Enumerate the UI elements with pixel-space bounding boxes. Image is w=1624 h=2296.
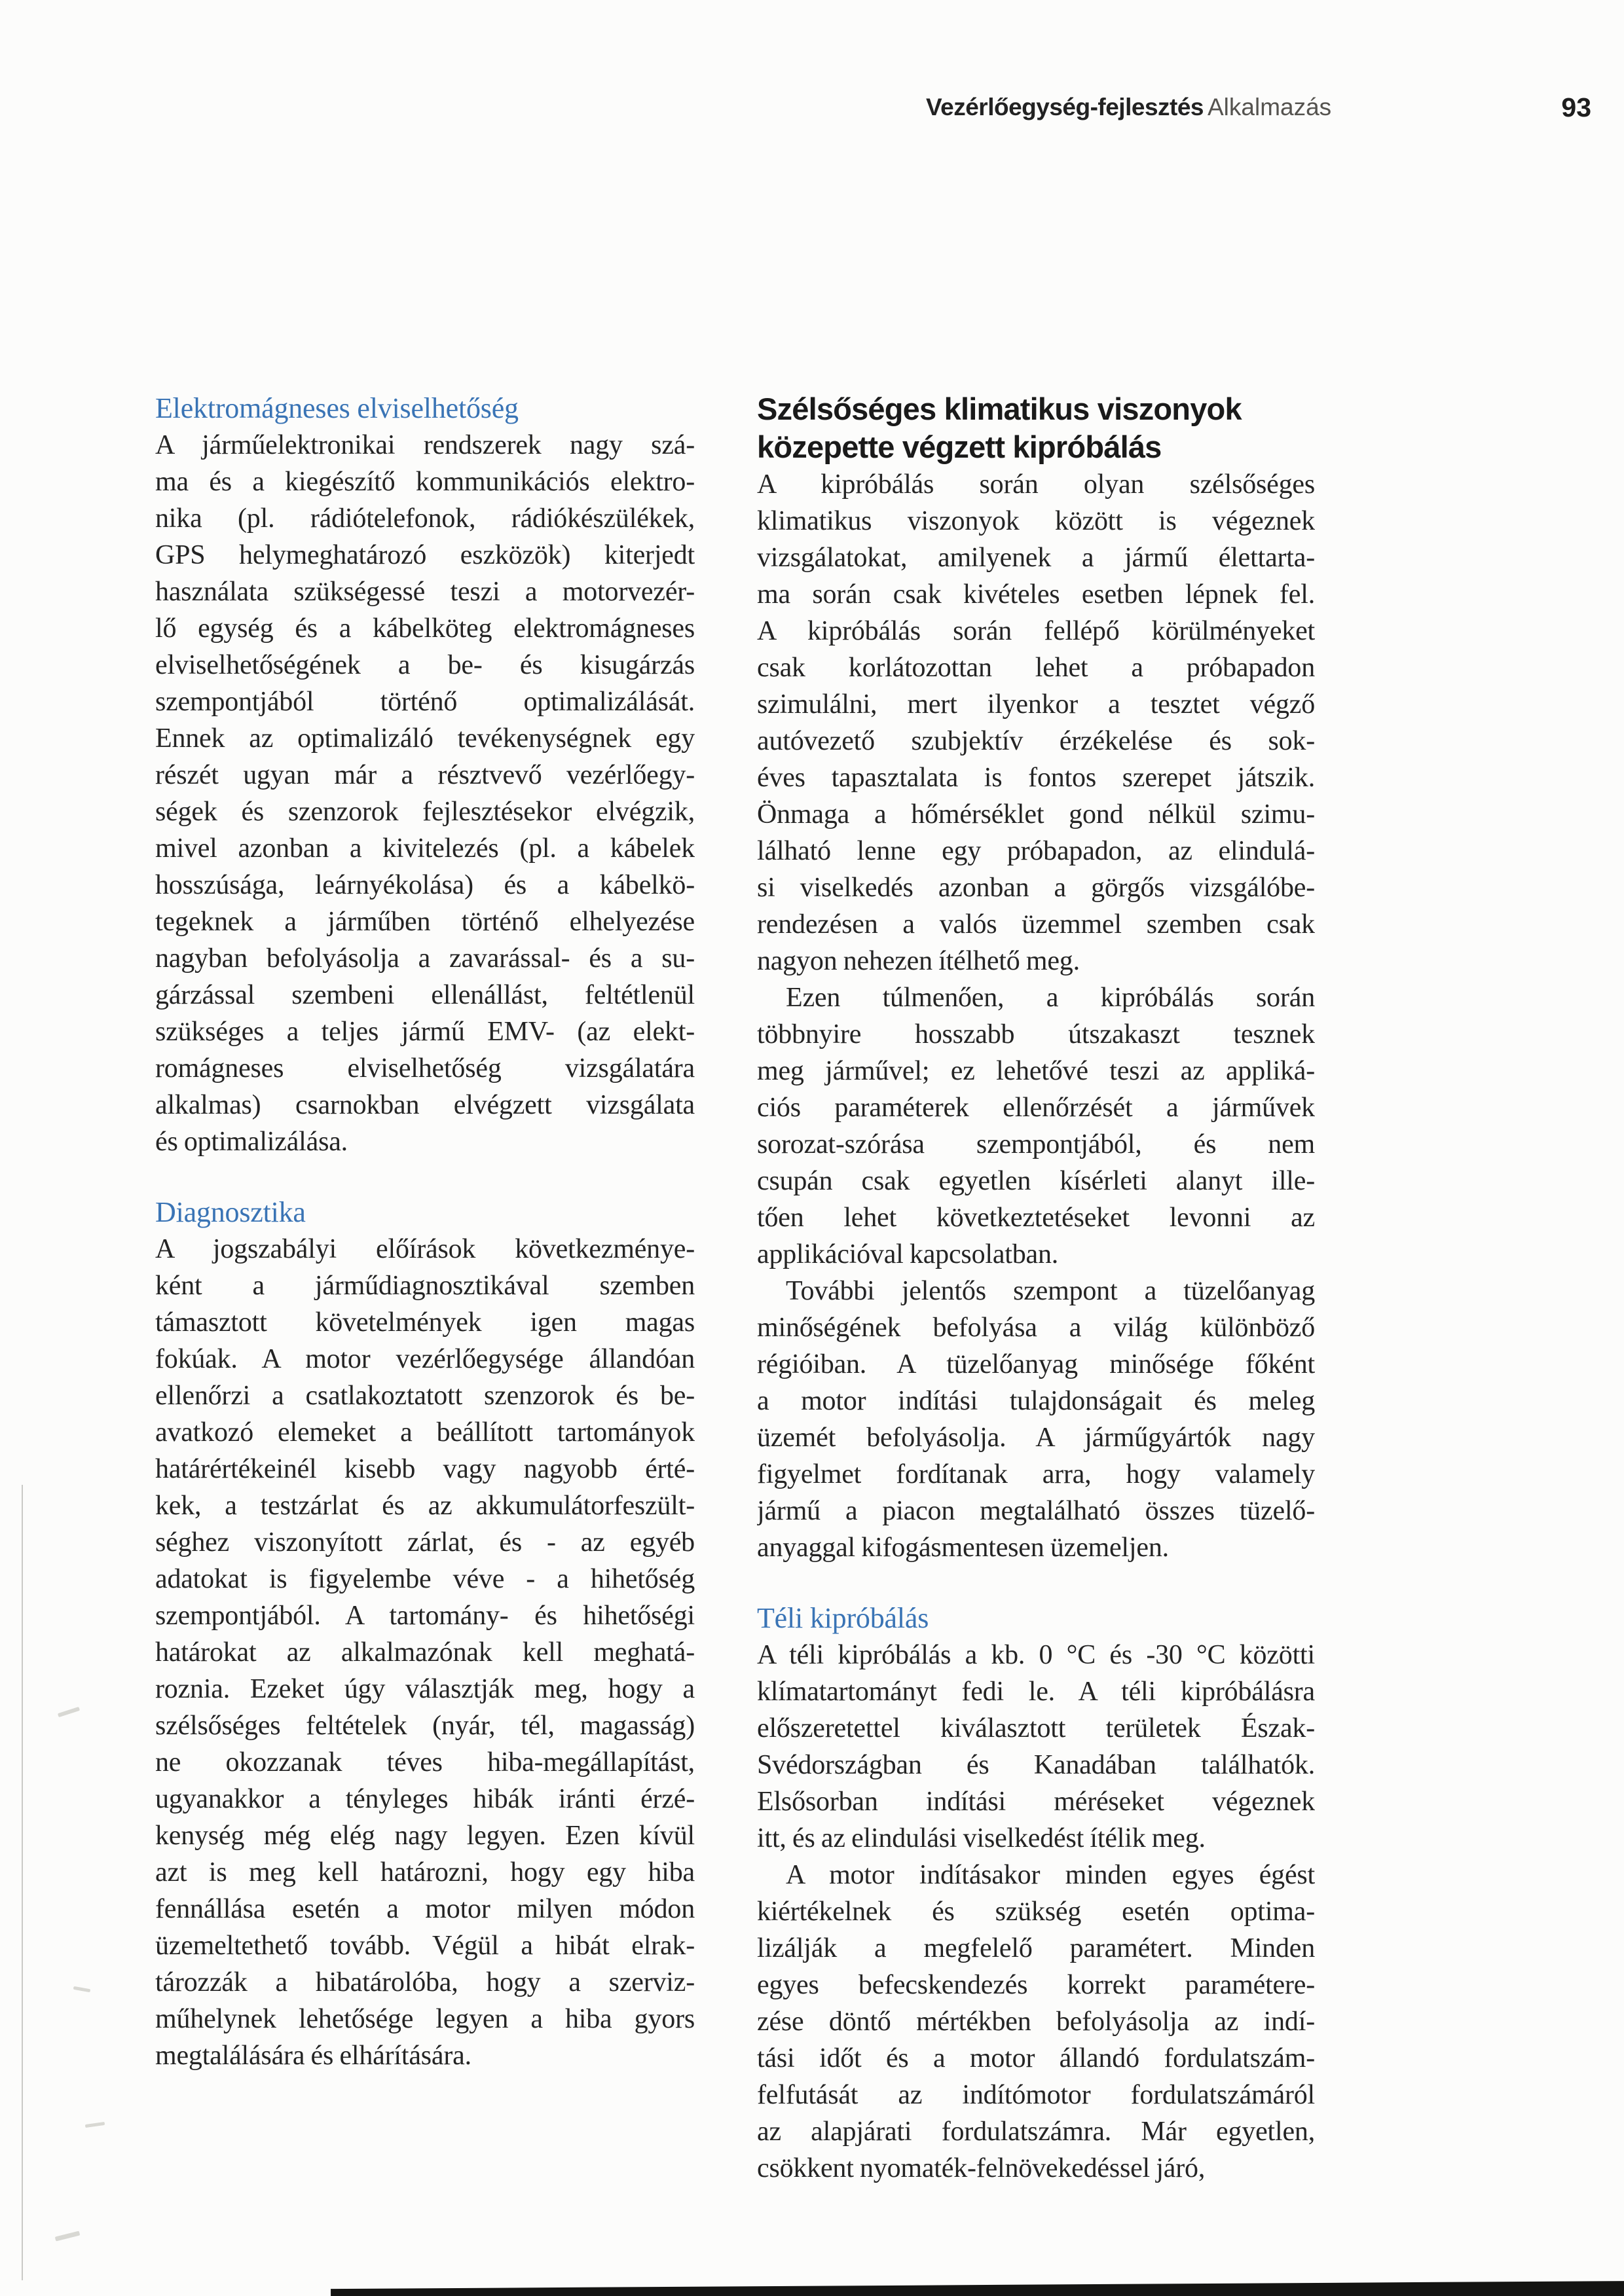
text-line: A járműelektronikai rendszerek nagy szá- [155, 430, 695, 460]
text-line: szükséges a teljes jármű EMV- (az elekt- [155, 1017, 695, 1047]
text-line: anyaggal kifogásmentesen üzemeljen. [757, 1533, 1169, 1563]
text-line: gárzással szembeni ellenállást, feltétlenül [155, 980, 695, 1010]
section-heading: Diagnosztika [155, 1196, 306, 1228]
text-line: tően lehet következtetéseket levonni az [757, 1203, 1315, 1233]
text-line: éves tapasztalata is fontos szerepet játszik. [757, 763, 1315, 793]
text-line: tási időt és a motor állandó fordulatszám- [757, 2043, 1315, 2073]
text-line: autóvezető szubjektív érzékelése és sok- [757, 726, 1315, 756]
text-line: csupán csak egyetlen kísérleti alanyt ille- [757, 1166, 1315, 1196]
text-line: elviselhetőségének a be- és kisugárzás [155, 650, 695, 680]
scan-smudge [58, 1707, 80, 1717]
text-line: roznia. Ezeket úgy választják meg, hogy a [155, 1674, 695, 1704]
paragraph [757, 466, 1315, 1566]
text-line: szempontjából. A tartomány- és hihetőségi [155, 1601, 695, 1631]
text-line: támasztott követelmények igen magas [155, 1307, 695, 1338]
text-line: szempontjából történő optimalizálását. [155, 687, 695, 717]
text-line: meg járművel; ez lehetővé teszi az appliká- [757, 1056, 1315, 1086]
scan-edge-bar [331, 2281, 1624, 2296]
text-line: fokúak. A motor vezérlőegysége állandóan [155, 1344, 695, 1374]
text-line: ként a járműdiagnosztikával szemben [155, 1271, 695, 1301]
text-line: itt, és az elindulási viselkedést ítélik meg. [757, 1823, 1206, 1853]
text-line: klimatikus viszonyok között is végeznek [757, 506, 1315, 536]
paragraph [155, 427, 695, 1160]
text-line: ellenőrzi a csatlakoztatott szenzorok és be- [155, 1381, 695, 1411]
text-line: kek, a testzárlat és az akkumulátorfeszült- [155, 1491, 695, 1521]
text-line: részét ugyan már a résztvevő vezérlőegy- [155, 760, 695, 790]
text-line: ma és a kiegészítő kommunikációs elektro- [155, 467, 695, 497]
text-line: azt is meg kell határozni, hogy egy hiba [155, 1857, 695, 1887]
text-line: applikációval kapcsolatban. [757, 1239, 1059, 1269]
text-line: Ezen túlmenően, a kipróbálás során [786, 983, 1315, 1013]
text-line: Elsősorban indítási méréseket végeznek [757, 1787, 1315, 1817]
section-heading-line: közepette végzett kipróbálás [757, 429, 1162, 464]
text-line: kenység még elég nagy legyen. Ezen kívül [155, 1821, 695, 1851]
text-line: ma során csak kivételes esetben lépnek fel. [757, 579, 1315, 610]
text-line: séghez viszonyított zárlat, és - az egyéb [155, 1527, 695, 1558]
text-line: klímatartományt fedi le. A téli kipróbálásra [757, 1677, 1315, 1707]
text-line: si viselkedés azonban a görgős vizsgálóbe- [757, 873, 1315, 903]
section-heading: Elektromágneses elviselhetőség [155, 392, 519, 424]
text-line: A motor indításakor minden egyes égést [786, 1860, 1315, 1890]
text-line: kiértékelnek és szükség esetén optima- [757, 1897, 1315, 1927]
text-line: A jogszabályi előírások következménye- [155, 1234, 695, 1264]
text-column-right [757, 390, 1315, 2187]
text-line: nagyon nehezen ítélhető meg. [757, 946, 1080, 976]
text-line: lő egység és a kábelköteg elektromágneses [155, 613, 695, 644]
page-number: 93 [1561, 92, 1591, 122]
text-line: használata szükségessé teszi a motorvezér- [155, 577, 695, 607]
text-line: ugyanakkor a tényleges hibák iránti érzé- [155, 1784, 695, 1814]
text-line: megtalálására és elhárítására. [155, 2041, 471, 2071]
running-head-chapter: Vezérlőegység-fejlesztés [926, 94, 1204, 120]
text-line: GPS helymeghatározó eszközök) kiterjedt [155, 540, 695, 570]
text-line: rendezésen a valós üzemmel szemben csak [757, 909, 1315, 939]
text-line: figyelmet fordítanak arra, hogy valamely [757, 1459, 1315, 1489]
section-heading [757, 390, 1315, 466]
text-line: fennállása esetén a motor milyen módon [155, 1894, 695, 1924]
text-line: ciós paraméterek ellenőrzését a járművek [757, 1093, 1315, 1123]
text-line: További jelentős szempont a tüzelőanyag [786, 1276, 1315, 1306]
text-line: Svédországban és Kanadában találhatók. [757, 1750, 1315, 1780]
text-line: az alapjárati fordulatszámra. Már egyetlen, [757, 2117, 1315, 2147]
text-line: tározzák a hibatárolóba, hogy a szerviz- [155, 1967, 695, 1997]
text-line: adatokat is figyelembe véve - a hihetőség [155, 1564, 695, 1594]
text-line: régióiban. A tüzelőanyag minősége főként [757, 1349, 1315, 1379]
text-line: zése döntő mértékben befolyásolja az indí- [757, 2007, 1315, 2037]
text-line: A kipróbálás során fellépő körülményeket [757, 616, 1315, 646]
text-line: többnyire hosszabb útszakaszt tesznek [757, 1019, 1315, 1049]
text-line: nika (pl. rádiótelefonok, rádiókészülékek, [155, 503, 695, 534]
section-heading: Téli kipróbálás [757, 1602, 929, 1634]
text-column-left [155, 390, 695, 2074]
text-line: A kipróbálás során olyan szélsőséges [757, 469, 1315, 500]
text-line: mivel azonban a kivitelezés (pl. a kábelek [155, 833, 695, 864]
paragraph [155, 1231, 695, 2074]
text-line: tegeknek a járműben történő elhelyezése [155, 907, 695, 937]
text-line: Önmaga a hőmérséklet gond nélkül szimu- [757, 799, 1315, 829]
text-line: hosszúsága, leárnyékolása) és a kábelkö- [155, 870, 695, 900]
text-line: avatkozó elemeket a beállított tartományok [155, 1417, 695, 1448]
paragraph [757, 1637, 1315, 2187]
text-line: egyes befecskendezés korrekt paramétere- [757, 1970, 1315, 2000]
text-line: nagyban befolyásolja a zavarással- és a su- [155, 943, 695, 974]
text-line: lizálják a megfelelő paramétert. Minden [757, 1933, 1315, 1963]
running-head-section: Alkalmazás [1208, 94, 1332, 120]
text-line: vizsgálatokat, amilyenek a jármű élettarta- [757, 543, 1315, 573]
text-line: előszeretettel kiválasztott területek Észak- [757, 1713, 1315, 1743]
scan-smudge [55, 2231, 81, 2242]
text-line: alkalmas) csarnokban elvégzett vizsgálata [155, 1090, 695, 1120]
text-line: A téli kipróbálás a kb. 0 °C és -30 °C közötti [757, 1640, 1315, 1670]
text-line: szélsőséges feltételek (nyár, tél, magasság) [155, 1711, 695, 1741]
text-line: csak korlátozottan lehet a próbapadon [757, 653, 1315, 683]
text-line: ségek és szenzorok fejlesztésekor elvégzik, [155, 797, 695, 827]
text-line: lálható lenne egy próbapadon, az elindulá- [757, 836, 1315, 866]
text-line: és optimalizálása. [155, 1127, 348, 1157]
text-line: jármű a piacon megtalálható összes tüzelő- [757, 1496, 1315, 1526]
text-line: minőségének befolyása a világ különböző [757, 1313, 1315, 1343]
text-line: csökkent nyomaték-felnövekedéssel járó, [757, 2153, 1206, 2183]
text-line: romágneses elviselhetőség vizsgálatára [155, 1053, 695, 1084]
text-line: üzemét befolyásolja. A járműgyártók nagy [757, 1423, 1315, 1453]
text-line: Ennek az optimalizáló tevékenységnek egy [155, 723, 695, 754]
text-line: határértékeinél kisebb vagy nagyobb érté- [155, 1454, 695, 1484]
text-line: ne okozzanak téves hiba-megállapítást, [155, 1747, 695, 1777]
text-line: üzemeltethető tovább. Végül a hibát elrak- [155, 1931, 695, 1961]
binding-fold-line [22, 1485, 23, 2280]
scan-smudge [73, 1986, 90, 1992]
text-line: szimulálni, mert ilyenkor a tesztet végző [757, 689, 1315, 720]
text-line: a motor indítási tulajdonságait és meleg [757, 1386, 1315, 1416]
text-line: határokat az alkalmazónak kell meghatá- [155, 1637, 695, 1667]
running-head [0, 89, 1624, 126]
text-line: műhelynek lehetősége legyen a hiba gyors [155, 2004, 695, 2034]
section-heading-line: Szélsőséges klimatikus viszonyok [757, 392, 1242, 426]
text-line: sorozat-szórása szempontjából, és nem [757, 1129, 1315, 1159]
text-line: felfutását az indítómotor fordulatszámáról [757, 2080, 1315, 2110]
scan-smudge [85, 2122, 105, 2128]
